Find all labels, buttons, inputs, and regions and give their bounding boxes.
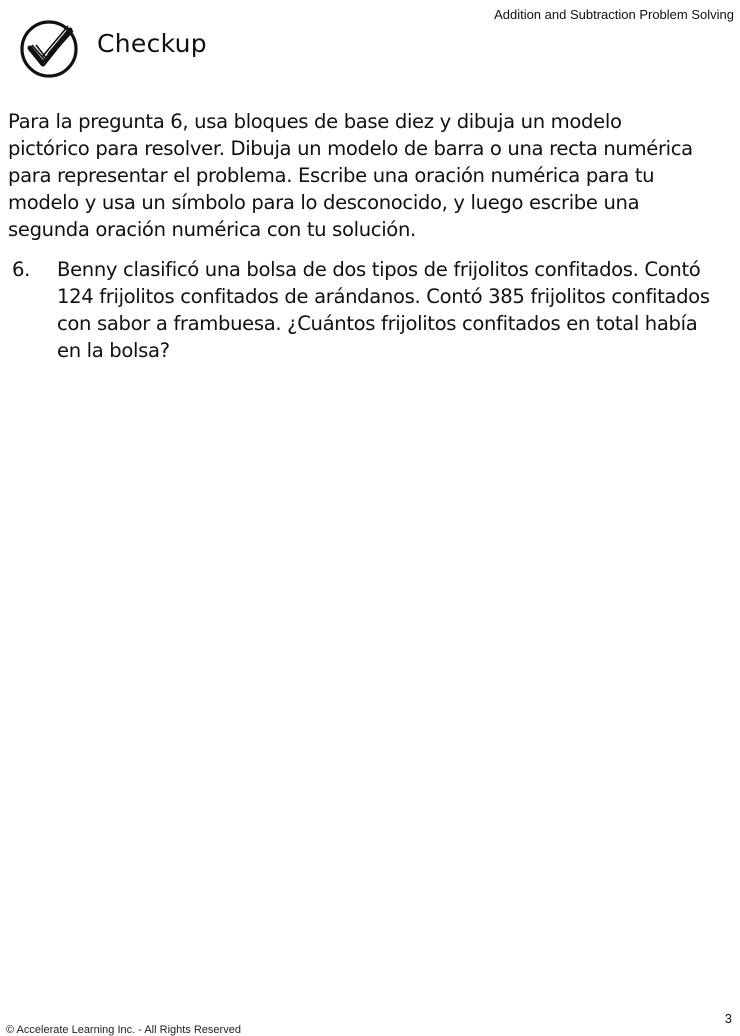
section-title: Checkup bbox=[97, 29, 207, 58]
page-number: 3 bbox=[724, 1011, 732, 1026]
copyright-footer: © Accelerate Learning Inc. - All Rights Reserved bbox=[6, 1024, 241, 1036]
instructions-text: Para la pregunta 6, usa bloques de base diez y dibuja un modelo pictórico para resolver. Dibuja un modelo de barra o una recta numérica para representar el problema. Escribe una oración numérica para tu modelo y usa un símbolo para lo desconocido, y luego escribe una segunda oración numérica con tu solución. bbox=[8, 110, 693, 241]
checkmark-circle-icon bbox=[18, 18, 82, 78]
document-header-title: Addition and Subtraction Problem Solving bbox=[494, 7, 734, 22]
question-number: 6. bbox=[12, 258, 30, 281]
question-text: Benny clasificó una bolsa de dos tipos de frijolitos confitados. Contó 124 frijolitos confitados de arándanos. Contó 385 frijolitos confitados con sabor a frambuesa. ¿Cuántos frijolitos confitados en total había en la bolsa? bbox=[57, 258, 710, 362]
